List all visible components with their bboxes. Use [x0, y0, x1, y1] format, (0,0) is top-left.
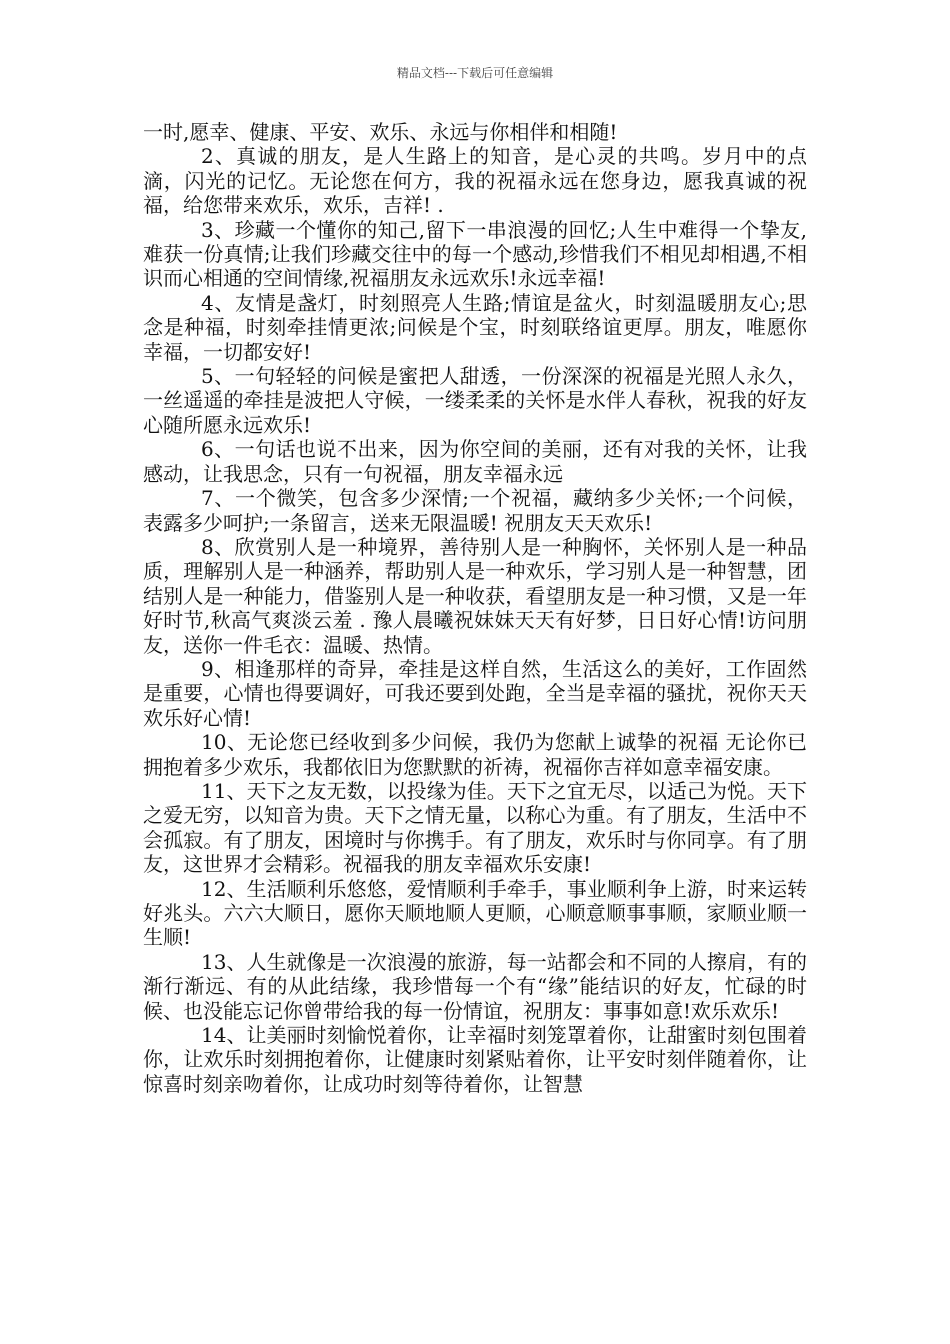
paragraph-12: 12、生活顺利乐悠悠，爱情顺利手牵手，事业顺利争上游，时来运转好兆头。六六大顺日，愿你天顺地顺人更顺，心顺意顺事事顺，家顺业顺一生顺!: [143, 876, 807, 950]
paragraph-4: 4、友情是盏灯，时刻照亮人生路;情谊是盆火，时刻温暖朋友心;思念是种福，时刻牵挂情更浓;问候是个宝，时刻联络谊更厚。朋友，唯愿你幸福，一切都安好!: [143, 290, 807, 364]
page-header: 精品文档---下载后可任意编辑: [396, 66, 554, 80]
document-body: [143, 120, 807, 1096]
paragraph-11: 11、天下之友无数，以投缘为佳。天下之宜无尽，以适己为悦。天下之爱无穷，以知音为贵。天下之情无量，以称心为重。有了朋友，生活中不会孤寂。有了朋友，困境时与你携手。有了朋友，欢乐时与你同享。有了朋友，这世界才会精彩。祝福我的朋友幸福欢乐安康!: [143, 778, 807, 877]
paragraph-8: 8、欣赏别人是一种境界，善待别人是一种胸怀，关怀别人是一种品质，理解别人是一种涵养，帮助别人是一种欢乐，学习别人是一种智慧，团结别人是一种能力，借鉴别人是一种收获，看望朋友是一种习惯，又是一年好时节,秋高气爽淡云羞 . 豫人晨曦祝妹妹天天有好梦，日日好心情!访问朋友，送你一件毛衣：温暖、热情。: [143, 534, 807, 657]
paragraph-7: 7、一个微笑，包含多少深情;一个祝福，藏纳多少关怀;一个问候，表露多少呵护;一条留言，送来无限温暖! 祝朋友天天欢乐!: [143, 486, 807, 535]
paragraph-9: 9、相逢那样的奇异，牵挂是这样自然，生活这么的美好，工作固然是重要，心情也得要调好，可我还要到处跑，全当是幸福的骚扰，祝你天天欢乐好心情!: [143, 656, 807, 730]
paragraph-14: 14、让美丽时刻愉悦着你，让幸福时刻笼罩着你，让甜蜜时刻包围着你，让欢乐时刻拥抱着你，让健康时刻紧贴着你，让平安时刻伴随着你，让惊喜时刻亲吻着你，让成功时刻等待着你，让智慧: [143, 1023, 807, 1096]
paragraph-1: 一时,愿幸、健康、平安、欢乐、永远与你相伴和相随!: [143, 120, 618, 144]
paragraph-6: 6、一句话也说不出来，因为你空间的美丽，还有对我的关怀，让我感动，让我思念，只有一句祝福，朋友幸福永远: [143, 437, 807, 486]
paragraph-2: 2、真诚的朋友，是人生路上的知音，是心灵的共鸣。岁月中的点滴，闪光的记忆。无论您在何方，我的祝福永远在您身边，愿我真诚的祝福，给您带来欢乐，欢乐，吉祥! .: [143, 144, 807, 218]
paragraph-13: 13、人生就像是一次浪漫的旅游，每一站都会和不同的人擦肩，有的渐行渐远、有的从此结缘，我珍惜每一个有“缘”能结识的好友，忙碌的时候、也没能忘记你曾带给我的每一份情谊，祝朋友：事事如意!欢乐欢乐!: [143, 949, 807, 1023]
paragraph-10: 10、无论您已经收到多少问候，我仍为您献上诚挚的祝福 无论你已拥抱着多少欢乐，我都依旧为您默默的祈祷，祝福你吉祥如意幸福安康。: [143, 730, 807, 779]
paragraph-5: 5、一句轻轻的问候是蜜把人甜透，一份深深的祝福是光照人永久，一丝遥遥的牵挂是波把人守候，一缕柔柔的关怀是水伴人春秋，祝我的好友心随所愿永远欢乐!: [143, 364, 807, 437]
paragraph-3: 3、珍藏一个懂你的知己,留下一串浪漫的回忆;人生中难得一个挚友,难获一份真情;让我们珍藏交往中的每一个感动,珍惜我们不相见却相遇,不相识而心相通的空间情缘,祝福朋友永远欢乐!永远幸福!: [143, 217, 807, 291]
